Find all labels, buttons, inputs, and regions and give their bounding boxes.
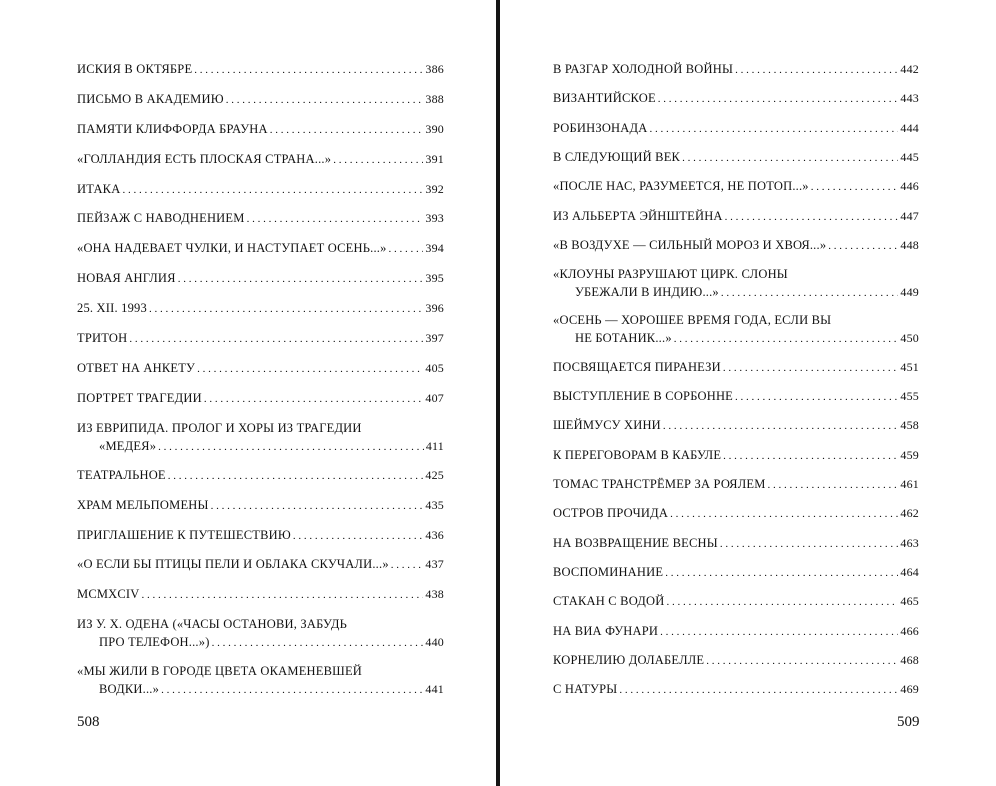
toc-entry-title: В СЛЕДУЮЩИЙ ВЕК <box>553 150 681 164</box>
toc-entry <box>77 62 444 78</box>
toc-entry-page-number: 448 <box>900 238 919 252</box>
toc-entry <box>553 536 919 552</box>
toc-entry-title: «ОСЕНЬ — ХОРОШЕЕ ВРЕМЯ ГОДА, ЕСЛИ ВЫ <box>553 313 832 327</box>
toc-entry-page-number: 436 <box>425 528 444 542</box>
dot-leader <box>212 636 424 651</box>
dot-leader <box>660 625 898 640</box>
toc-entry-page-number: 451 <box>900 360 919 374</box>
toc-entry-title: ПАМЯТИ КЛИФФОРДА БРАУНА <box>77 122 268 136</box>
toc-entry <box>77 182 444 198</box>
dot-leader <box>658 92 899 107</box>
dot-leader <box>619 683 898 698</box>
dot-leader <box>811 180 899 195</box>
dot-leader <box>142 588 424 603</box>
toc-entry-page-number: 459 <box>900 448 919 462</box>
toc-entry-page-number: 395 <box>425 271 444 285</box>
toc-entry-title: ПЕЙЗАЖ С НАВОДНЕНИЕМ <box>77 211 245 225</box>
toc-entry-title: «О ЕСЛИ БЫ ПТИЦЫ ПЕЛИ И ОБЛАКА СКУЧАЛИ...» <box>77 557 389 571</box>
toc-entry-title: ТОМАС ТРАНСТРЁМЕР ЗА РОЯЛЕМ <box>553 477 766 491</box>
toc-entry <box>553 506 919 522</box>
dot-leader <box>389 242 424 257</box>
dot-leader <box>122 183 423 198</box>
toc-entry-page-number: 444 <box>900 121 919 135</box>
page-number-left: 508 <box>77 714 100 730</box>
toc-entry <box>77 617 444 651</box>
toc-entry-page-number: 450 <box>900 331 919 345</box>
toc-entry-title: ВИЗАНТИЙСКОЕ <box>553 91 656 105</box>
toc-entry <box>553 91 919 107</box>
toc-entry-page-number: 396 <box>425 301 444 315</box>
toc-entry-title: ВОДКИ...» <box>99 682 160 696</box>
toc-entry-title: «В ВОЗДУХЕ — СИЛЬНЫЙ МОРОЗ И ХВОЯ...» <box>553 238 827 252</box>
toc-entry-page-number: 458 <box>900 418 919 432</box>
toc-entry-title: «ГОЛЛАНДИЯ ЕСТЬ ПЛОСКАЯ СТРАНА...» <box>77 152 332 166</box>
toc-entry <box>553 477 919 493</box>
toc-entry <box>553 418 919 434</box>
toc-entry <box>77 152 444 168</box>
toc-entry-title: ОСТРОВ ПРОЧИДА <box>553 506 669 520</box>
toc-entry-page-number: 468 <box>900 653 919 667</box>
dot-leader <box>706 654 898 669</box>
dot-leader <box>666 595 898 610</box>
toc-entry <box>553 653 919 669</box>
dot-leader <box>211 499 424 514</box>
toc-entry-title: 25. XII. 1993 <box>77 301 147 315</box>
toc-entry-page-number: 447 <box>900 209 919 223</box>
dot-leader <box>178 272 424 287</box>
dot-leader <box>649 122 898 137</box>
toc-entry <box>553 389 919 405</box>
toc-entry-title: ПОРТРЕТ ТРАГЕДИИ <box>77 391 202 405</box>
dot-leader <box>735 63 898 78</box>
toc-entry <box>553 62 919 78</box>
toc-entry-page-number: 446 <box>900 179 919 193</box>
toc-entry-title: ПРО ТЕЛЕФОН...») <box>99 635 210 649</box>
dot-leader <box>129 332 423 347</box>
dot-leader <box>197 362 423 377</box>
toc-entry-title: НЕ БОТАНИК...» <box>575 331 672 345</box>
toc-entry-title: ШЕЙМУСУ ХИНИ <box>553 418 661 432</box>
toc-entry-title: ИСКИЯ В ОКТЯБРЕ <box>77 62 193 76</box>
toc-entry-page-number: 443 <box>900 91 919 105</box>
toc-entry-title: С НАТУРЫ <box>553 682 618 696</box>
toc-entry <box>77 271 444 287</box>
toc-entry <box>553 360 919 376</box>
dot-leader <box>723 449 898 464</box>
toc-entry-title: ОТВЕТ НА АНКЕТУ <box>77 361 196 375</box>
toc-entry <box>553 179 919 195</box>
toc-entry-page-number: 462 <box>900 506 919 520</box>
toc-entry-page-number: 465 <box>900 594 919 608</box>
dot-leader <box>226 93 424 108</box>
dot-leader <box>161 683 423 698</box>
toc-entry-title: НА ВОЗВРАЩЕНИЕ ВЕСНЫ <box>553 536 718 550</box>
toc-entry <box>553 624 919 640</box>
dot-leader <box>725 210 899 225</box>
toc-entry-page-number: 407 <box>425 391 444 405</box>
toc-entry-title: MCMXCIV <box>77 587 140 601</box>
toc-entry-page-number: 463 <box>900 536 919 550</box>
toc-entry-page-number: 441 <box>425 682 444 696</box>
toc-entry-title: ХРАМ МЕЛЬПОМЕНЫ <box>77 498 209 512</box>
dot-leader <box>293 529 423 544</box>
toc-entry <box>77 528 444 544</box>
dot-leader <box>670 507 898 522</box>
toc-entry-title: КОРНЕЛИЮ ДОЛАБЕЛЛЕ <box>553 653 705 667</box>
toc-entry-title: СТАКАН С ВОДОЙ <box>553 594 665 608</box>
toc-entry-page-number: 469 <box>900 682 919 696</box>
toc-entry-title: «ПОСЛЕ НАС, РАЗУМЕЕТСЯ, НЕ ПОТОП...» <box>553 179 809 193</box>
toc-entry-title: ВЫСТУПЛЕНИЕ В СОРБОННЕ <box>553 389 734 403</box>
toc-entry-title: УБЕЖАЛИ В ИНДИЮ...» <box>575 285 719 299</box>
toc-entry-page-number: 388 <box>425 92 444 106</box>
toc-entry-page-number: 464 <box>900 565 919 579</box>
toc-entry <box>77 421 444 455</box>
toc-entry <box>77 391 444 407</box>
toc-entry <box>553 150 919 166</box>
toc-entry <box>77 301 444 317</box>
toc-entry-page-number: 390 <box>425 122 444 136</box>
toc-entry-title: К ПЕРЕГОВОРАМ В КАБУЛЕ <box>553 448 722 462</box>
dot-leader <box>663 419 898 434</box>
dot-leader <box>168 469 424 484</box>
toc-entry <box>77 122 444 138</box>
toc-entry-title: ИЗ ЕВРИПИДА. ПРОЛОГ И ХОРЫ ИЗ ТРАГЕДИИ <box>77 421 362 435</box>
page-number-right: 509 <box>897 714 920 730</box>
toc-entry-title: РОБИНЗОНАДА <box>553 121 648 135</box>
toc-entry-page-number: 449 <box>900 285 919 299</box>
toc-entry <box>77 664 444 698</box>
toc-entry-title: ПИСЬМО В АКАДЕМИЮ <box>77 92 224 106</box>
dot-leader <box>665 566 898 581</box>
toc-entry <box>77 331 444 347</box>
toc-entry-page-number: 466 <box>900 624 919 638</box>
toc-entry <box>77 361 444 377</box>
toc-entry <box>77 468 444 484</box>
dot-leader <box>247 212 424 227</box>
toc-entry <box>553 594 919 610</box>
toc-entry <box>553 682 919 698</box>
toc-entry <box>553 448 919 464</box>
dot-leader <box>721 286 899 301</box>
dot-leader <box>682 151 898 166</box>
toc-entry <box>77 557 444 573</box>
toc-entry-page-number: 392 <box>425 182 444 196</box>
toc-entry-page-number: 391 <box>425 152 444 166</box>
toc-entry-title: ПРИГЛАШЕНИЕ К ПУТЕШЕСТВИЮ <box>77 528 291 542</box>
toc-entry-title: В РАЗГАР ХОЛОДНОЙ ВОЙНЫ <box>553 62 734 76</box>
toc-entry <box>77 241 444 257</box>
dot-leader <box>674 332 899 347</box>
toc-entry <box>77 498 444 514</box>
toc-entry-page-number: 405 <box>425 361 444 375</box>
toc-entry <box>553 209 919 225</box>
toc-entry <box>553 267 919 301</box>
toc-entry-page-number: 394 <box>425 241 444 255</box>
dot-leader <box>391 558 424 573</box>
dot-leader <box>194 63 423 78</box>
toc-entry <box>553 313 919 347</box>
toc-entry <box>553 121 919 137</box>
toc-entry-title: «МЫ ЖИЛИ В ГОРОДЕ ЦВЕТА ОКАМЕНЕВШЕЙ <box>77 664 363 678</box>
toc-entry-page-number: 442 <box>900 62 919 76</box>
toc-entry-page-number: 425 <box>425 468 444 482</box>
toc-entry-page-number: 393 <box>425 211 444 225</box>
toc-entry-title: ТРИТОН <box>77 331 128 345</box>
dot-leader <box>270 123 424 138</box>
toc-entry-title: «МЕДЕЯ» <box>99 439 157 453</box>
toc-entry-title: ИЗ АЛЬБЕРТА ЭЙНШТЕЙНА <box>553 209 723 223</box>
dot-leader <box>768 478 899 493</box>
toc-entry-page-number: 438 <box>425 587 444 601</box>
toc-entry <box>77 92 444 108</box>
toc-entry <box>553 238 919 254</box>
toc-entry-page-number: 440 <box>425 635 444 649</box>
dot-leader <box>720 537 899 552</box>
dot-leader <box>735 390 898 405</box>
toc-entry-page-number: 386 <box>425 62 444 76</box>
toc-entry-page-number: 435 <box>425 498 444 512</box>
toc-entry-title: НА ВИА ФУНАРИ <box>553 624 659 638</box>
toc-entry <box>77 587 444 603</box>
toc-entry-title: «ОНА НАДЕВАЕТ ЧУЛКИ, И НАСТУПАЕТ ОСЕНЬ...» <box>77 241 387 255</box>
dot-leader <box>158 440 424 455</box>
toc-entry-page-number: 397 <box>425 331 444 345</box>
dot-leader <box>333 153 423 168</box>
toc-entry-page-number: 455 <box>900 389 919 403</box>
dot-leader <box>204 392 424 407</box>
toc-entry-title: ИЗ У. Х. ОДЕНА («ЧАСЫ ОСТАНОВИ, ЗАБУДЬ <box>77 617 347 631</box>
toc-entry-title: ПОСВЯЩАЕТСЯ ПИРАНЕЗИ <box>553 360 721 374</box>
toc-entry-title: «КЛОУНЫ РАЗРУШАЮТ ЦИРК. СЛОНЫ <box>553 267 788 281</box>
toc-entry-page-number: 437 <box>425 557 444 571</box>
dot-leader <box>723 361 899 376</box>
toc-entry-title: НОВАЯ АНГЛИЯ <box>77 271 176 285</box>
toc-entry-page-number: 461 <box>900 477 919 491</box>
toc-entry-page-number: 411 <box>425 439 444 453</box>
toc-entry-title: ТЕАТРАЛЬНОЕ <box>77 468 166 482</box>
toc-entry <box>553 565 919 581</box>
toc-entry-title: ИТАКА <box>77 182 121 196</box>
toc-entry-title: ВОСПОМИНАНИЕ <box>553 565 664 579</box>
dot-leader <box>149 302 423 317</box>
toc-entry <box>77 211 444 227</box>
toc-entry-page-number: 445 <box>900 150 919 164</box>
right-page <box>500 0 996 786</box>
dot-leader <box>828 239 898 254</box>
